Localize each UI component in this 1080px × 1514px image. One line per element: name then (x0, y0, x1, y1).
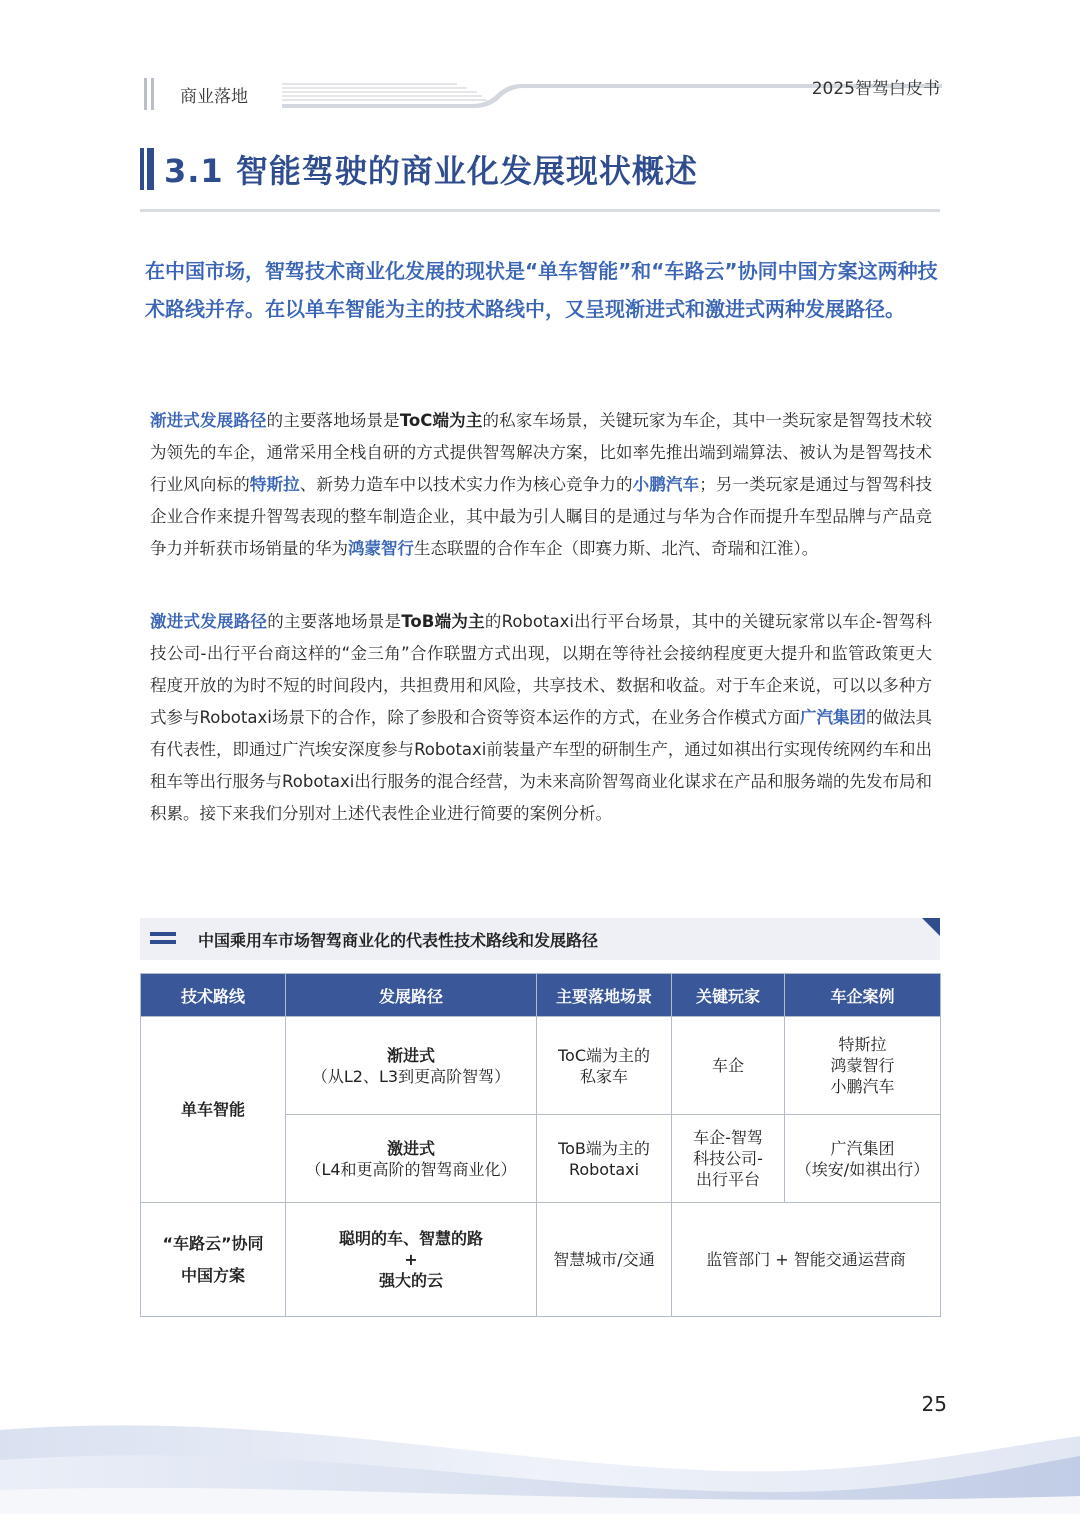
title-divider (140, 209, 940, 212)
path-line: 聪明的车、智慧的路 (338, 1229, 483, 1248)
case-line: 广汽集团 (830, 1138, 895, 1158)
corner-triangle-icon (922, 918, 940, 936)
scene-line: Robotaxi (568, 1159, 640, 1179)
table-header-cell: 车企案例 (785, 974, 941, 1017)
list-icon (150, 932, 176, 946)
page-number: 25 (921, 1392, 947, 1416)
text-run: ；另一类玩家是通过与智驾科技企业合作来提升智驾表现的整车制造企业，其中最为引人瞩目的是通过与华为合作而提升车型品牌与产品竞争力并斩获市场销量的华为 (150, 475, 933, 558)
table-row (141, 1017, 941, 1115)
route-cell (141, 1017, 286, 1203)
table-header-row (141, 974, 941, 1017)
route-label: “车路云”协同 (162, 1233, 264, 1253)
bold-term: ToC端为主 (399, 411, 483, 430)
path-line: + (404, 1250, 418, 1269)
path-title: 渐进式 (386, 1045, 435, 1065)
header-document-title: 2025智驾白皮书 (811, 79, 940, 99)
lead-paragraph: 在中国市场，智驾技术商业化发展的现状是“单车智能”和“车路云”协同中国方案这两种技术路线并存。在以单车智能为主的技术路线中，又呈现渐进式和激进式两种发展路径。 (145, 259, 938, 321)
section-title: 3.1 智能驾驶的商业化发展现状概述 (164, 152, 698, 190)
cases-cell (785, 1115, 941, 1203)
highlight-term: 激进式发展路径 (150, 612, 268, 631)
table-row (141, 1203, 941, 1317)
scene-line: ToC端为主的 (557, 1045, 651, 1065)
cases-cell (785, 1017, 941, 1115)
header-divider-bars (144, 78, 156, 110)
text-run: 的主要落地场景是 (267, 612, 402, 631)
scene-cell (537, 1017, 672, 1115)
text-run: 的主要落地场景是 (266, 411, 400, 430)
text-run: 的私家车场景，关键玩家为车企，其中一类玩家是智驾技术较为领先的车企，通常采用全栈自研的方式提供智驾解决方案，比如率先推出端到端算法、被认为是智驾技术行业风向标的 (150, 411, 933, 494)
header-section-label: 商业落地 (180, 87, 248, 107)
players-cell: 车企 (672, 1017, 785, 1115)
case-line: 特斯拉 (838, 1035, 887, 1054)
path-cell (286, 1017, 537, 1115)
bold-term: ToB端为主 (401, 612, 485, 631)
text-run: 的做法具有代表性，即通过广汽埃安深度参与Robotaxi前装量产车型的研制生产，通过如祺出行实现传统网约车和出租车等出行服务与Robotaxi出行服务的混合经营，为未来高阶智驾商业化谋求在产品和服务端的先发布局和积累。接下来我们分别对上述代表性企业进行简要的案例分析。 (150, 708, 933, 823)
footer-wave-decoration (0, 1400, 1080, 1514)
paragraph-aggressive-path (150, 606, 932, 830)
path-cell (286, 1203, 537, 1317)
scene-cell (537, 1115, 672, 1203)
case-line: （埃安/如祺出行） (795, 1159, 930, 1179)
table-caption-bar (140, 918, 940, 960)
path-subtitle: （L4和更高阶的智驾商业化） (305, 1159, 517, 1179)
table-header-cell: 技术路线 (141, 974, 286, 1017)
text-run: 、新势力造车中以技术实力作为核心竞争力的 (299, 475, 633, 494)
players-cell: 监管部门 + 智能交通运营商 (672, 1203, 941, 1317)
path-line: 强大的云 (378, 1271, 443, 1290)
highlight-term: 特斯拉 (249, 475, 300, 494)
table-header-cell: 关键玩家 (672, 974, 785, 1017)
text-run: 生态联盟的合作车企（即赛力斯、北汽、奇瑞和江淮）。 (414, 539, 819, 558)
case-line: 鸿蒙智行 (830, 1056, 895, 1075)
highlight-term: 小鹏汽车 (632, 475, 700, 494)
player-line: 出行平台 (695, 1170, 760, 1189)
path-cell (286, 1115, 537, 1203)
title-accent-bar (140, 148, 154, 190)
table-caption: 中国乘用车市场智驾商业化的代表性技术路线和发展路径 (198, 931, 599, 950)
text-run: 的Robotaxi出行平台场景，其中的关键玩家常以车企-智驾科技公司-出行平台商这样的“金三角”合作联盟方式出现，以期在等待社会接纳程度更大提升和监管政策更大程度开放的为时不短的时间段内，共担费用和风险，共享技术、数据和收益。对于车企来说，可以以多种方式参与Robotaxi场景下的合作，除了参股和合资等资本运作的方式，在业务合作模式方面 (150, 612, 932, 727)
player-line: 科技公司- (693, 1149, 763, 1168)
highlight-term: 广汽集团 (799, 708, 866, 727)
player-line: 车企-智驾 (693, 1128, 763, 1147)
path-subtitle: （从L2、L3到更高阶智驾） (311, 1066, 511, 1086)
scene-line: ToB端为主的 (558, 1138, 650, 1158)
scene-line: 私家车 (579, 1066, 628, 1086)
path-title: 激进式 (386, 1138, 435, 1158)
scene-cell: 智慧城市/交通 (537, 1203, 672, 1317)
route-label: 单车智能 (180, 1100, 245, 1119)
highlight-term: 鸿蒙智行 (348, 539, 414, 558)
table-header-cell: 发展路径 (286, 974, 537, 1017)
players-cell (672, 1115, 785, 1203)
case-line: 小鹏汽车 (830, 1077, 895, 1096)
highlight-term: 渐进式发展路径 (150, 411, 267, 430)
paragraph-incremental-path (150, 405, 932, 565)
route-label: 中国方案 (180, 1265, 245, 1285)
route-cell (141, 1203, 286, 1317)
table-header-cell: 主要落地场景 (537, 974, 672, 1017)
tech-route-table (140, 973, 941, 1317)
